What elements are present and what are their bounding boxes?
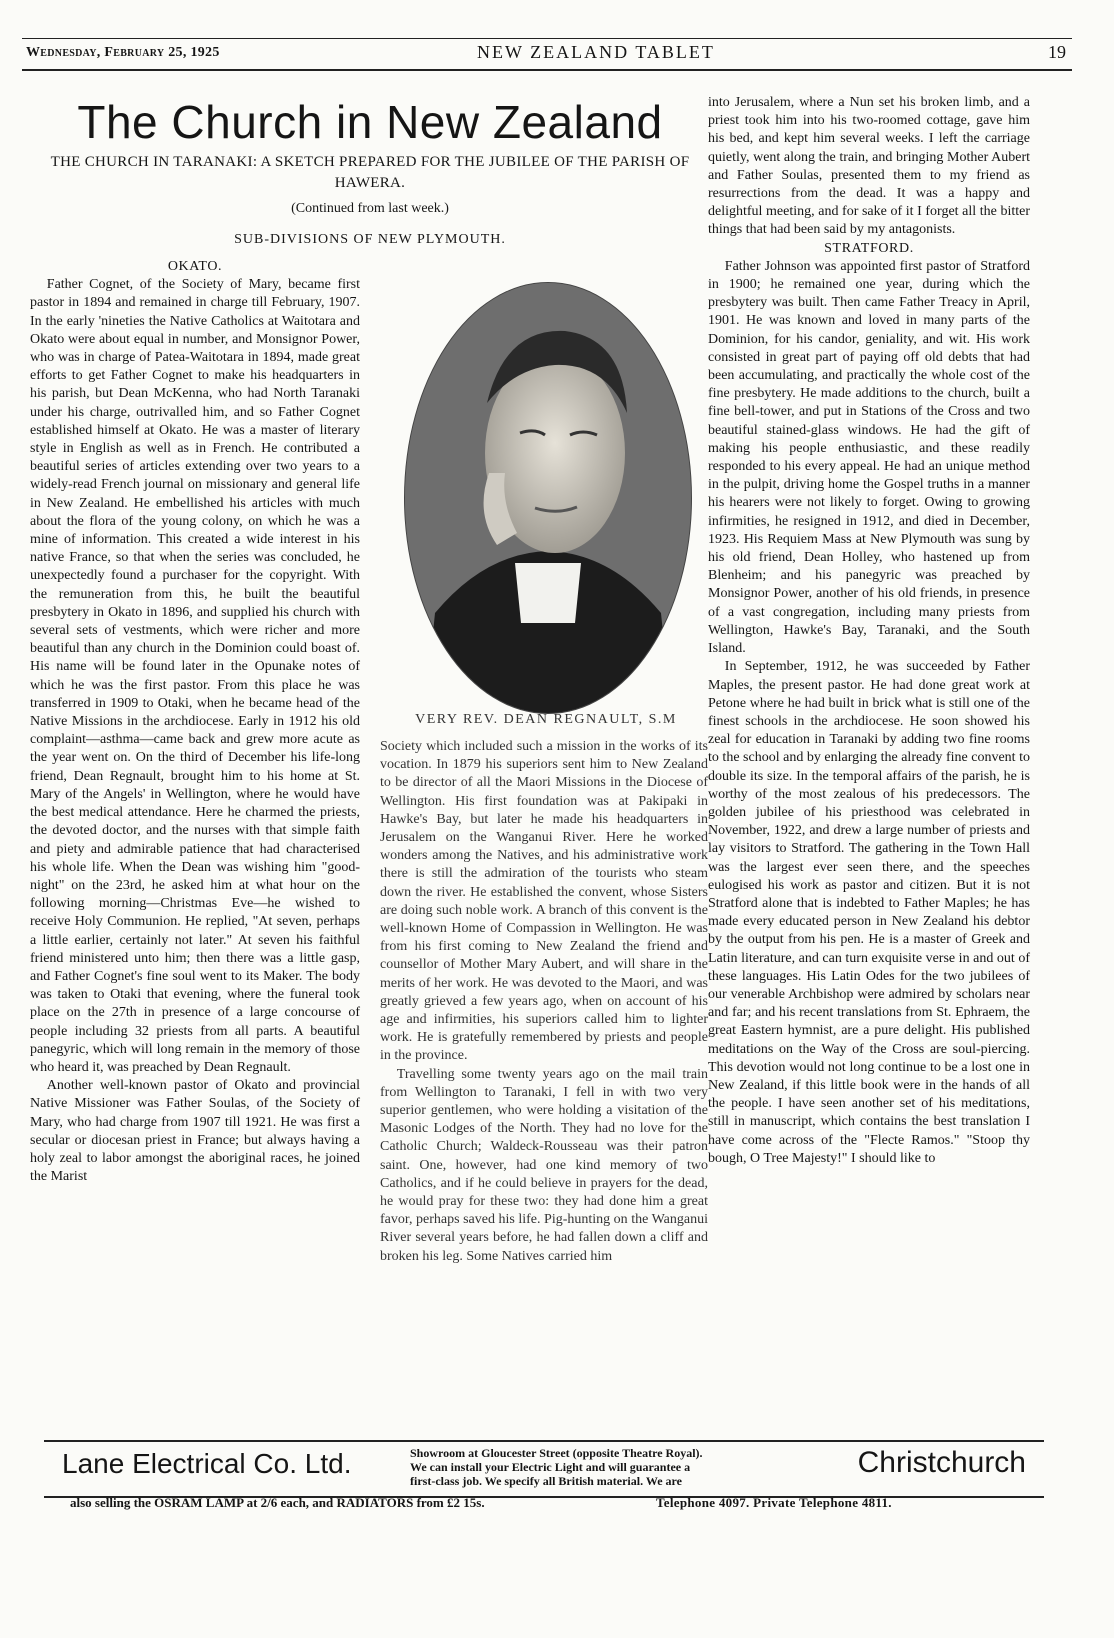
issue-date: Wednesday, February 25, 1925 <box>26 45 220 60</box>
stratford-paragraph-1: Father Johnson was appointed first pastor of Stratford in 1900; he remained one year, during which the presbytery was built. Then came Father Treacy in April, 1901. He was known and loved in many parts of the Dominion, for his candor, geniality, and wit. His work consisted in great part of paying off old debts that had been accumulating, and practically the whole cost of the fine presbytery. He made additions to the church, built a fine bell-tower, and put in Stations of the Cross and two beautiful stained-glass windows. He had the gift of making his people enthusiastic, and these readily responded to his every appeal. He had an unique method in the pulpit, driving home the Gospel truths in a manner his hearers were not likely to forget. Owing to growing infirmities, he resigned in 1912, and died in December, 1923. His Requiem Mass at New Plymouth was sung by his old friend, Dean Holley, who hastened up from Blenheim; and his panegyric was preached by Monsignor Power, another of his old friends, in presence of a vast congregation, including many priests from Wellington, Hawke's Bay, Taranaki, and the South Island. <box>708 258 1030 657</box>
continued-note: (Continued from last week.) <box>291 201 449 216</box>
portrait-caption: VERY REV. DEAN REGNAULT, S.M <box>415 712 677 727</box>
ad-company-name: Lane Electrical Co. Ltd. <box>62 1448 352 1479</box>
right-paragraph-0: into Jerusalem, where a Nun set his broken limb, and a priest took him into his two-roomed cottage, gave him his bed, and kept him several weeks. I left the carriage quietly, went along the train, and bringing Mother Aubert and Father Soulas, presented them to my friend as resurrections from the dead. It was a happy and delightful meeting, and for sake of it I forget all the bitter things that had been said by my antagonists. <box>708 95 1030 238</box>
ad-line-1: Showroom at Gloucester Street (opposite Theatre Royal). <box>410 1446 703 1460</box>
stratford-heading: STRATFORD. <box>824 240 914 256</box>
column-left <box>30 258 360 1186</box>
ad-telephone: Telephone 4097. Private Telephone 4811. <box>656 1495 892 1510</box>
page-number: 19 <box>1048 42 1066 62</box>
section-heading: SUB-DIVISIONS OF NEW PLYMOUTH. <box>234 232 506 247</box>
article-subtitle: THE CHURCH IN TARANAKI: A SKETCH PREPARED FOR THE JUBILEE OF THE PARISH OF HAWERA. <box>50 154 690 191</box>
ad-details <box>410 1446 860 1488</box>
okato-paragraph-1: Father Cognet, of the Society of Mary, became first pastor in 1894 and remained in charge till February, 1907. In the early 'nineties the Native Catholics at Waitotara and Okato were about equal in number, and Monsignor Power, who was in charge of Patea-Waitotara in 1894, made great efforts to get Father Cognet to make his headquarters in his parish, but Dean McKenna, who had North Taranaki under his charge, outrivalled him, and so Father Cognet established himself at Okato. He was a master of literary style in English as well as in French. He contributed a beautiful series of articles extending over two years to a widely-read French journal on missionary and general life in New Zealand. He embellished his articles with much about the flora of the young colony, on which he was a mine of information. This created a wide interest in his native France, so that when the series was concluded, he unexpectedly found a purchaser for the copyright. With the remuneration from this, he built the beautiful presbytery in Okato in 1896, and supplied his church with several sets of vestments, which were richer and more beautiful than any church in the Dominion could boast of. His name will be found later in the Opunake notes of which he was the first pastor. From this place he was transferred in 1909 to Otaki, when he became head of the Native Missions in the archdiocese. Early in 1912 his old complaint—asthma—came back and grew more acute as the year went on. On the third of December his life-long friend, Dean Regnault, brought him to his home at St. Mary of the Angels' in Wellington, where he would have the best medical attendance. Here he charmed the priests, the devoted doctor, and the nurses with that simple faith and piety and admirable patience that had characterised his whole life. When the Dean was wishing him "good-night" on the 23rd, he asked him at what hour on the following morning—Christmas Eve—he wished to receive Holy Communion. He replied, "At seven, perhaps a little earlier, certainly not later." At seven his faithful friend ministered unto him; then there was a little gasp, and Father Cognet's fine soul went to its Maker. The body was taken to Otaki that evening, where the funeral took place on the 27th in presence of a large concourse of people including 32 priests from all parts. A beautiful panegyric, which will long remain in the memory of those who heard it, was preached by Dean Regnault. <box>30 277 360 1075</box>
advertisement <box>44 1440 1044 1498</box>
ad-line-3: first-class job. We specify all British material. We are <box>410 1474 682 1488</box>
column-middle <box>380 738 708 1266</box>
advertisement-footer <box>44 1494 1044 1512</box>
okato-paragraph-2: Another well-known pastor of Okato and provincial Native Missioner was Father Soulas, of the Society of Mary, who had charge from 1907 till 1921. He was first a secular or diocesan priest in France; but always having a holy zeal to labor amongst the aboriginal races, he joined the Marist <box>30 1078 360 1185</box>
stratford-paragraph-2: In September, 1912, he was succeeded by Father Maples, the present pastor. He had done great work at Petone where he had built in brick what is still one of the finest schools in the archdiocese. He soon showed his zeal for education in Taranaki by adding two fine rooms to the school and by enlarging the already fine convent to double its size. In the temporal affairs of the parish, he is worthy of the most zealous of his predecessors. The golden jubilee of his priesthood was celebrated in November, 1922, and drew a large number of priests and lay visitors to Stratford. The gathering in the Town Hall was the largest ever seen there, and the speeches eulogised his work as pastor and citizen. But it is not Stratford alone that is indebted to Father Maples; he has made every educated person in New Zealand his debtor by the output from his pen. He is a master of Greek and Latin literature, and can turn exquisite verse in and out of these languages. His Latin Odes for the two jubilees of our venerable Archbishop were admired by scholars near and far; and his recent translations from St. Ephraem, the great Eastern hymnist, are a pure delight. His published meditations on the Way of the Cross are soul-piercing. This devotion would not long continue to be a lost one in New Zealand, if this little book were in the hands of all the people. I have seen another set of his meditations, still in manuscript, which contains the best translation I have come across of the "Flecte Ramos." "Stoop thy bough, O Tree Majesty!" I should like to <box>708 659 1030 1166</box>
priest-portrait-image <box>405 283 691 713</box>
ad-line-2: We can install your Electric Light and will guarantee a <box>410 1460 691 1474</box>
portrait-photo <box>404 282 692 714</box>
column-right <box>708 94 1030 1168</box>
middle-paragraph-1: Society which included such a mission in the works of its vocation. In 1879 his superiors sent him to New Zealand to be director of all the Maori Missions in the Diocese of Wellington. His first foundation was at Pakipaki in Hawke's Bay, but later he made his headquarters in Jerusalem on the Wanganui River. Here he worked wonders among the Natives, and his administrative work there is still the admiration of the tourists who steam down the river. He established the convent, whose Sisters are doing such noble work. A branch of this convent is the well-known Home of Compassion in Wellington. He was from his first coming to New Zealand the friend and counsellor of Mother Mary Aubert, and will share in the merits of her work. He was devoted to the Maori, and was greatly grieved a few years ago, when on account of his age and infirmities, his superiors called him to lighter work. He is gratefully remembered by priests and people in the province. <box>380 739 708 1064</box>
ad-city: Christchurch <box>857 1446 1026 1479</box>
page-header <box>22 38 1072 71</box>
ad-bottom-left: also selling the OSRAM LAMP at 2/6 each, and RADIATORS from £2 15s. <box>70 1495 485 1510</box>
publication-name: NEW ZEALAND TABLET <box>477 42 715 62</box>
article-title: The Church in New Zealand <box>77 96 663 148</box>
okato-heading: OKATO. <box>167 259 223 274</box>
middle-paragraph-2: Travelling some twenty years ago on the mail train from Wellington to Taranaki, I fell in with two very superior gentlemen, who were holding a visitation of the Masonic Lodges of the North. They had no love for the Catholic Church; Waldeck-Rousseau was their patron saint. One, however, had one kind memory of two Catholics, and if he could believe in prayers for the dead, he would pray for these two: they had done him a great favor, perhaps saved his life. Pig-hunting on the Wanganui River several years before, he had fallen down a cliff and broken his leg. Some Natives carried him <box>380 1066 708 1264</box>
